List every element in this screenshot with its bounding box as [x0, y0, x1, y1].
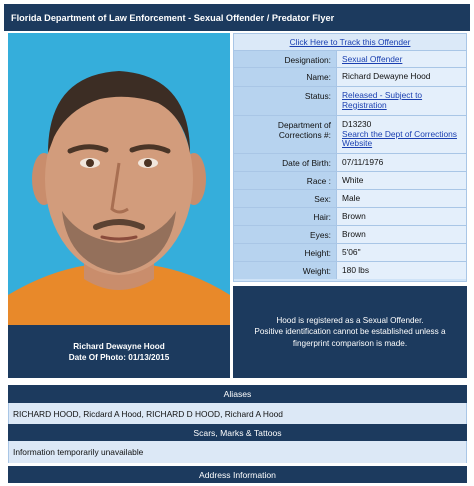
designation-value — [337, 51, 466, 67]
doc-search-link[interactable]: Search the Dept of Corrections Website — [342, 128, 457, 149]
hair-value: Brown — [337, 208, 466, 225]
designation-row — [234, 51, 466, 68]
dob-row — [234, 154, 466, 172]
doc-label: Department of Corrections #: — [234, 116, 337, 153]
address-heading — [8, 466, 467, 483]
height-value: 5'06" — [337, 244, 466, 261]
track-offender-row — [234, 34, 466, 51]
name-value: Richard Dewayne Hood — [337, 68, 466, 86]
race-value: White — [337, 172, 466, 189]
status-row — [234, 87, 466, 116]
name-row — [234, 68, 466, 87]
scars-heading — [8, 424, 467, 441]
name-label: Name: — [234, 68, 337, 86]
weight-label: Weight: — [234, 262, 337, 279]
doc-value — [337, 116, 466, 153]
aliases-heading — [8, 385, 467, 403]
notice-registered: Hood is registered as a Sexual Offender. — [276, 316, 424, 326]
weight-value: 180 lbs — [337, 262, 466, 279]
additional-info — [8, 385, 467, 483]
caption-name: Richard Dewayne Hood — [73, 341, 165, 351]
offender-details-table — [233, 33, 467, 282]
flyer-header — [4, 4, 470, 31]
dob-value: 07/11/1976 — [337, 154, 466, 171]
notice-fingerprint: Positive identification cannot be established unless a fingerprint comparison is made. — [254, 327, 446, 348]
hair-row — [234, 208, 466, 226]
height-row — [234, 244, 466, 262]
photo-caption — [8, 325, 230, 378]
address-heading-text: Address Information — [199, 469, 276, 480]
eyes-value: Brown — [337, 226, 466, 243]
photo-panel — [8, 33, 230, 378]
status-link[interactable]: Released - Subject to Registration — [342, 90, 423, 110]
identification-notice — [233, 286, 467, 378]
track-offender-link[interactable]: Click Here to Track this Offender — [289, 37, 411, 47]
aliases-text: RICHARD HOOD, Ricdard A Hood, RICHARD D HOOD, Richard A Hood — [13, 408, 283, 419]
portrait-illustration — [8, 33, 230, 325]
eyes-label: Eyes: — [234, 226, 337, 243]
sex-label: Sex: — [234, 190, 337, 207]
caption-date-value: 01/13/2015 — [128, 352, 170, 362]
caption-date-label: Date Of Photo: — [68, 352, 127, 362]
scars-info — [8, 441, 467, 463]
status-label: Status: — [234, 87, 337, 115]
sex-row — [234, 190, 466, 208]
aliases-heading-text: Aliases — [223, 389, 252, 399]
race-row — [234, 172, 466, 190]
hair-label: Hair: — [234, 208, 337, 225]
scars-heading-text: Scars, Marks & Tattoos — [193, 427, 282, 438]
status-value — [337, 87, 466, 115]
flyer-title: Florida Department of Law Enforcement - Sexual Offender / Predator Flyer — [11, 12, 335, 23]
dob-label: Date of Birth: — [234, 154, 337, 171]
designation-link[interactable]: Sexual Offender — [342, 54, 403, 64]
eyes-row — [234, 226, 466, 244]
doc-number: D13230 — [342, 119, 372, 129]
aliases-list — [8, 403, 467, 424]
caption-date — [8, 353, 230, 362]
race-label: Race : — [234, 172, 337, 189]
height-label: Height: — [234, 244, 337, 261]
scars-text: Information temporarily unavailable — [13, 447, 144, 457]
designation-label: Designation: — [234, 51, 337, 67]
weight-row — [234, 262, 466, 279]
doc-row — [234, 116, 466, 154]
offender-photo — [8, 33, 230, 325]
sex-value: Male — [337, 190, 466, 207]
